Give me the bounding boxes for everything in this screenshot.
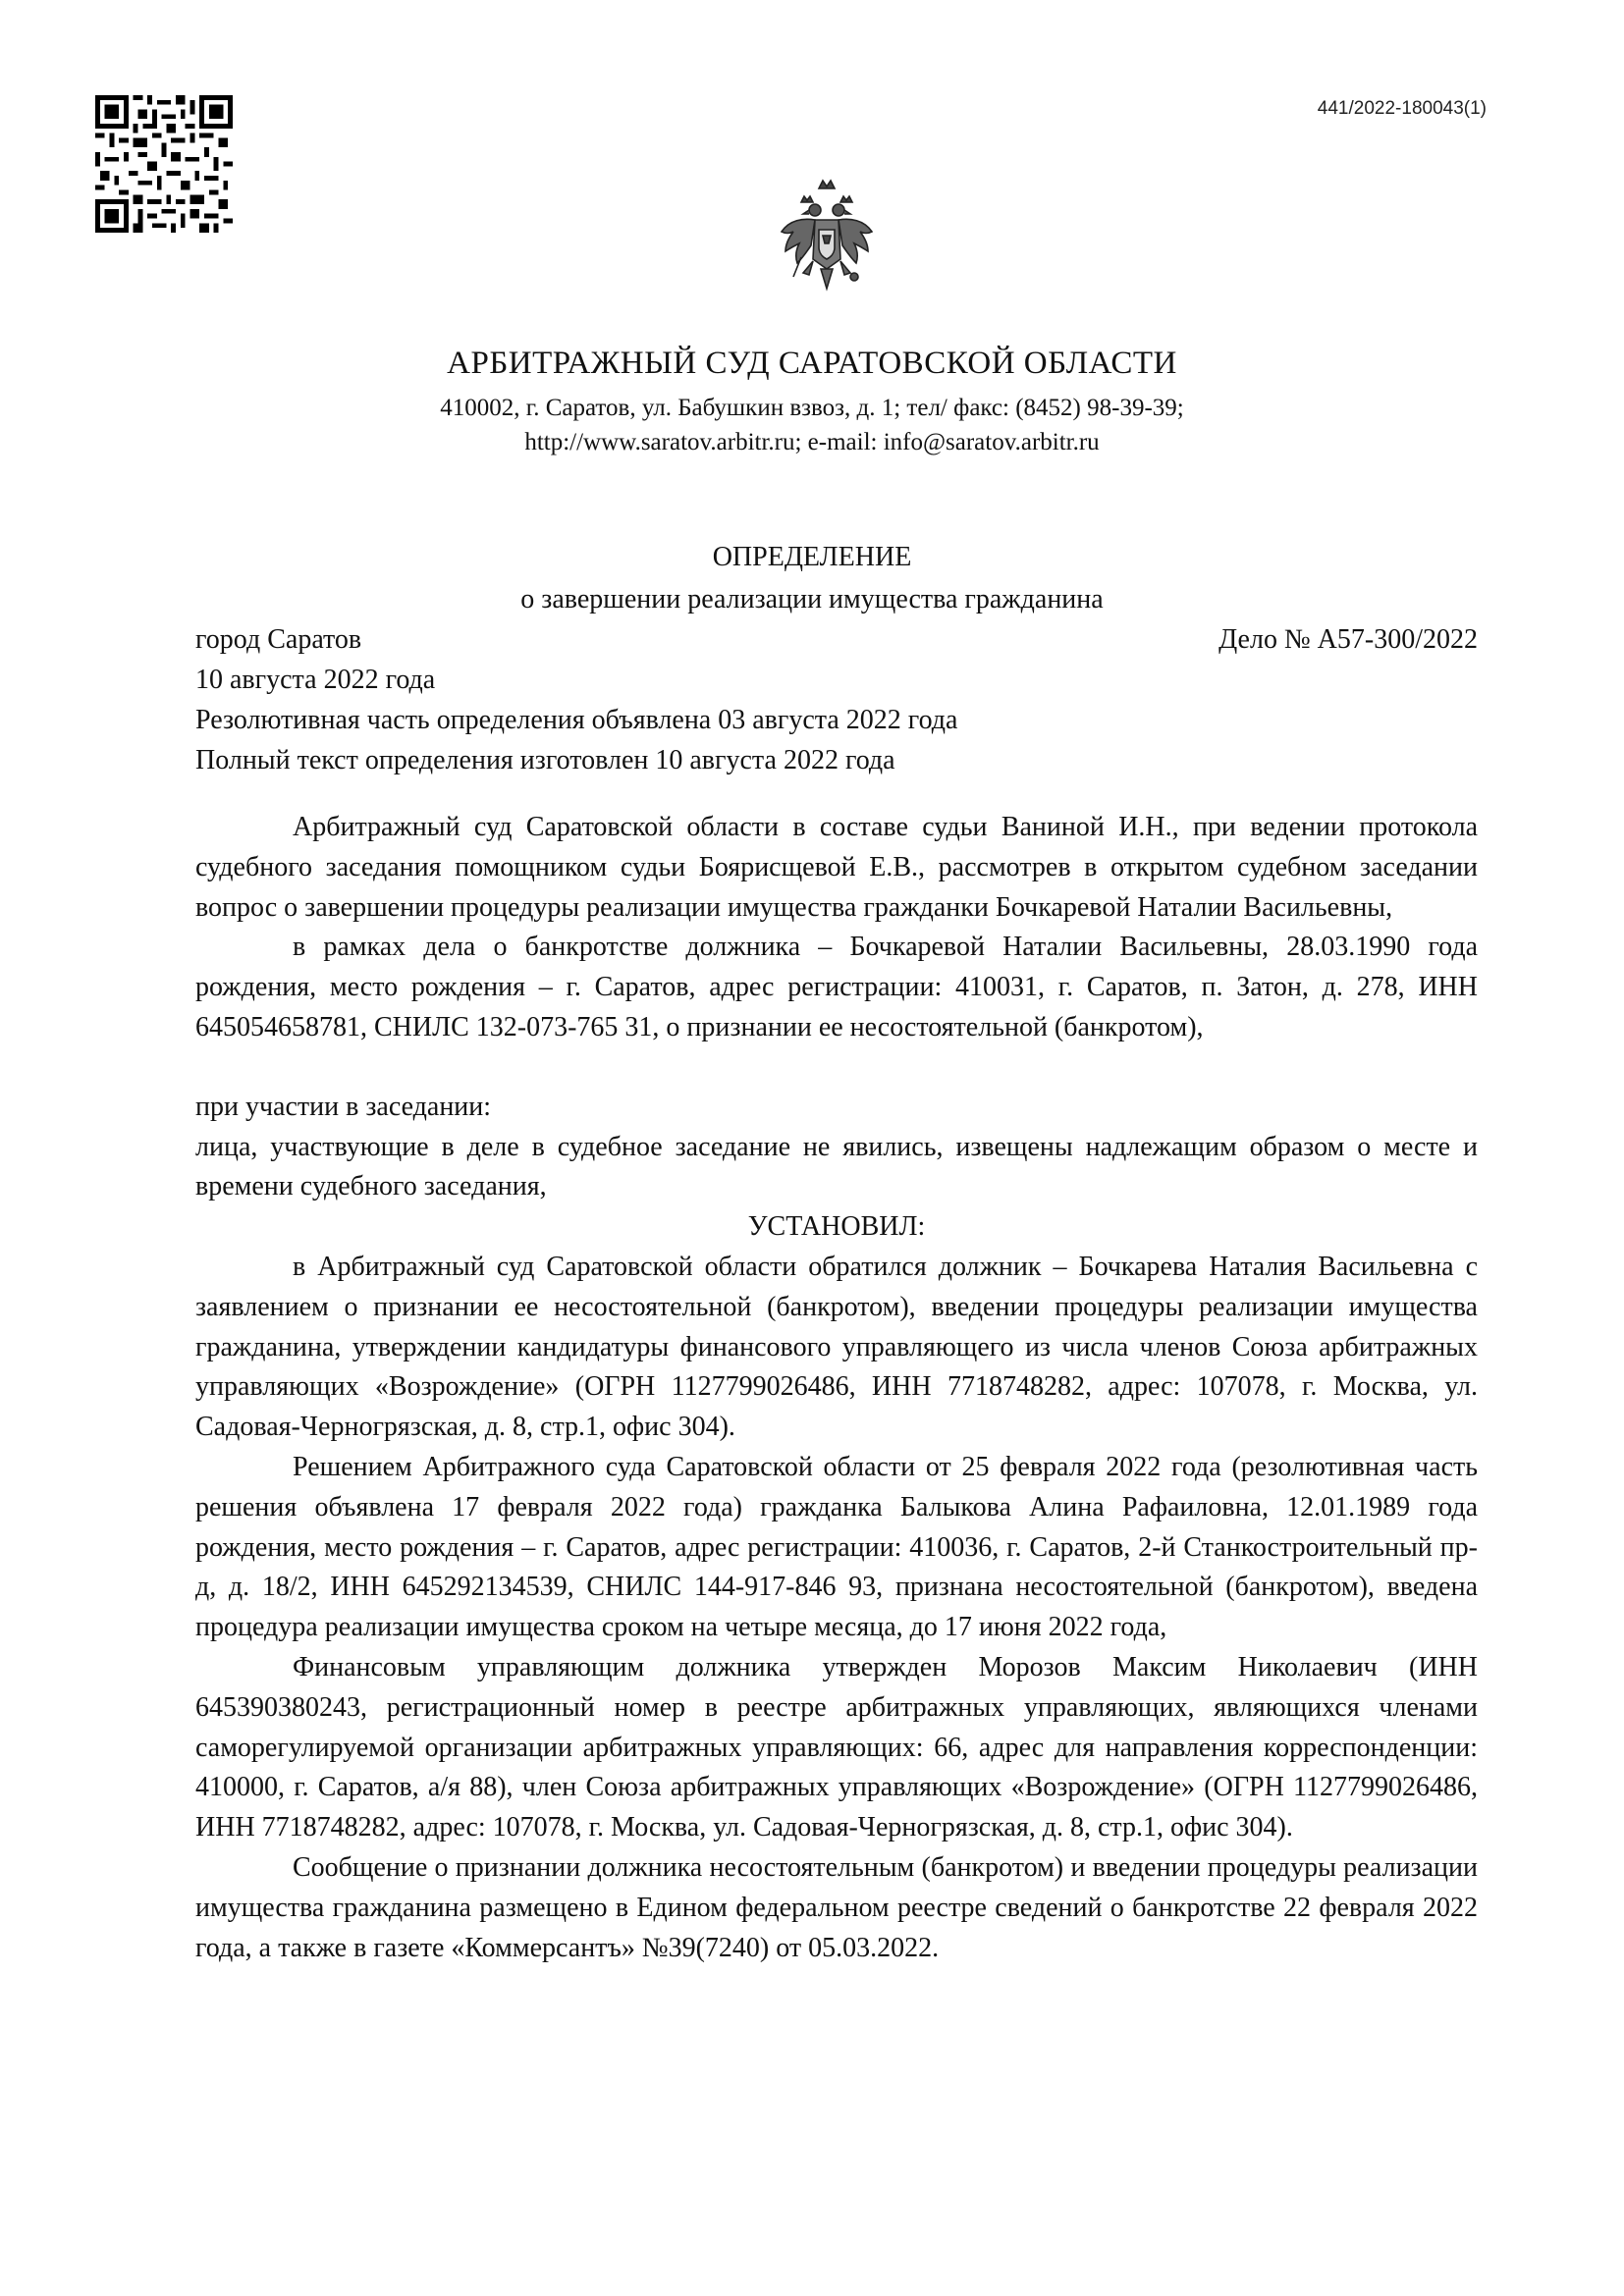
paragraph-court-composition: Арбитражный суд Саратовской области в составе судьи Ваниной И.Н., при ведении протокола судебного заседания помощником судьи Бояриcщевой Е.В., рассмотрев в открытом судебном заседании вопрос о завершении процедуры реализации имущества гражданки Бочкаревой Наталии Васильевны, <box>195 812 1478 923</box>
document-id: 441/2022-180043(1) <box>1317 98 1487 119</box>
city-case-row <box>195 624 1478 656</box>
paragraph-participants: лица, участвующие в деле в судебное заседание не явились, извещены надлежащим образом о месте и времени судебного заседания, <box>195 1131 1478 1202</box>
case-number: Дело № А57-300/2022 <box>1218 624 1478 655</box>
city: город Саратов <box>195 624 362 655</box>
paragraph-publication: Сообщение о признании должника несостоятельным (банкротом) и введении процедуры реализации имущества гражданина размещено в Едином федеральном реестре сведений о банкротстве 22 февраля 2022 года, а также в газете «Коммерсантъ» №39(7240) от 05.03.2022. <box>195 1851 1478 1963</box>
full-text-made: Полный текст определения изготовлен 10 августа 2022 года <box>195 745 895 775</box>
paragraph-financial-manager: Финансовым управляющим должника утвержден Морозов Максим Николаевич (ИНН 645390380243, регистрационный номер в реестре арбитражных управляющих, являющихся членами саморегулируемой организации арбитражных управляющих: 66, адрес для направления корреспонденции: 410000, г. Саратов, а/я 88), член Союза арбитражных управляющих «Возрождение» (ОГРН 1127799026486, ИНН 7718748282, адрес: 107078, г. Москва, ул. Садовая-Черногрязская, д. 8, стр.1, офис 304). <box>195 1651 1478 1843</box>
paragraph-case-frame: в рамках дела о банкротстве должника – Бочкаревой Наталии Васильевны, 28.03.1990 года рождения, место рождения – г. Саратов, адрес регистрации: 410031, г. Саратов, п. Затон, д. 278, ИНН 645054658781, СНИЛС 132-073-765 31, о признании ее несостоятельной (банкротом), <box>195 932 1478 1042</box>
document-title: ОПРЕДЕЛЕНИЕ <box>712 542 912 572</box>
spacer <box>195 1048 1478 1088</box>
coat-of-arms-emblem <box>776 175 878 302</box>
document-date: 10 августа 2022 года <box>195 665 436 695</box>
document-body <box>195 808 1478 1968</box>
court-web-contacts: http://www.saratov.arbitr.ru; e-mail: info@saratov.arbitr.ru <box>524 429 1100 455</box>
court-name: АРБИТРАЖНЫЙ СУД САРАТОВСКОЙ ОБЛАСТИ <box>447 346 1177 381</box>
document-subtitle: о завершении реализации имущества гражданина <box>520 584 1104 614</box>
resolution-announced: Резолютивная часть определения объявлена 03 августа 2022 года <box>195 705 958 735</box>
court-address: 410002, г. Саратов, ул. Бабушкин взвоз, д. 1; тел/ факс: (8452) 98-39-39; <box>440 395 1184 421</box>
paragraph-decision: Решением Арбитражного суда Саратовской области от 25 февраля 2022 года (резолютивная часть решения объявлена 17 февраля 2022 года) гражданка Балыкова Алина Рафаиловна, 12.01.1989 года рождения, место рождения – г. Саратов, адрес регистрации: 410036, г. Саратов, 2-й Станкостроительный пр-д, д. 18/2, ИНН 645292134539, СНИЛС 144-917-846 93, признана несостоятельной (банкротом), введена процедура реализации имущества сроком на четыре месяца, до 17 июня 2022 года, <box>195 1451 1478 1643</box>
qr-code <box>95 95 233 233</box>
paragraph-participants-label: при участии в заседании: <box>195 1091 492 1122</box>
established-heading: УСТАНОВИЛ: <box>747 1211 926 1243</box>
paragraph-application: в Арбитражный суд Саратовской области обратился должник – Бочкарева Наталия Васильевна с заявлением о признании ее несостоятельной (банкротом), введении процедуры реализации имущества гражданина, утверждении кандидатуры финансового управляющего из числа членов Союза арбитражных управляющих «Возрождение» (ОГРН 1127799026486, ИНН 7718748282, адрес: 107078, г. Москва, ул. Садовая-Черногрязская, д. 8, стр.1, офис 304). <box>195 1251 1478 1443</box>
